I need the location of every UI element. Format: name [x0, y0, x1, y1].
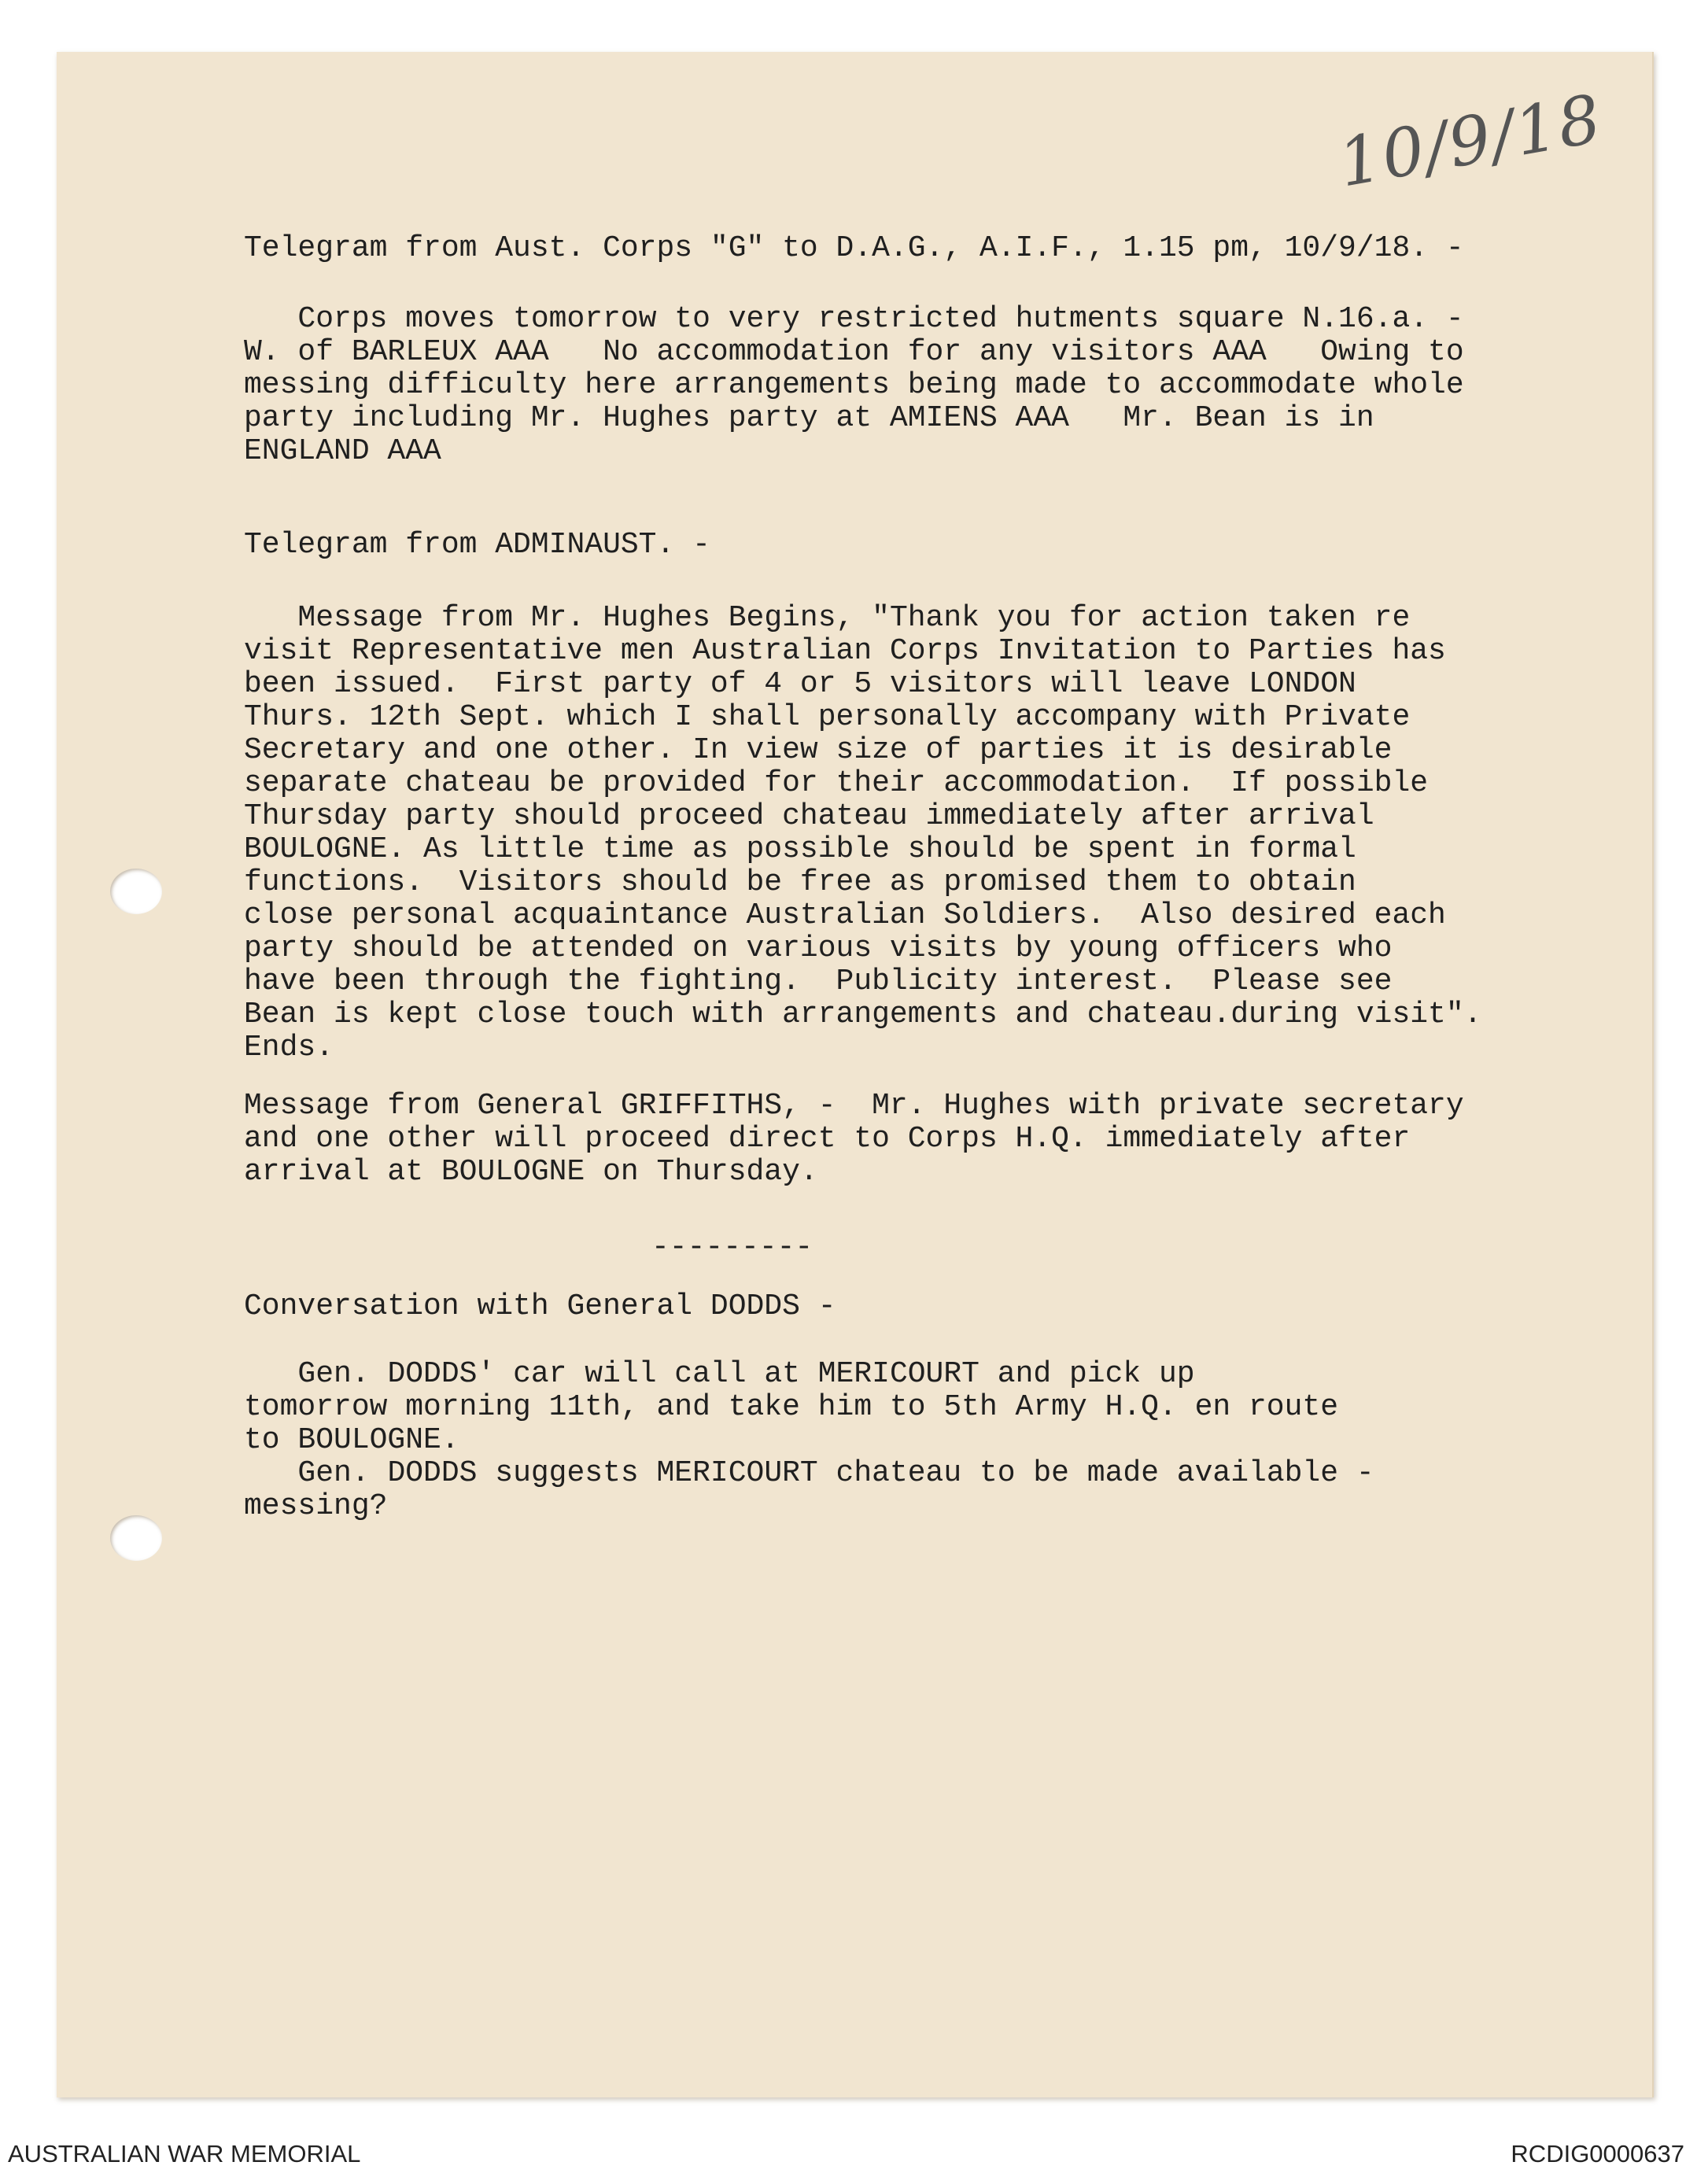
telegram-1-heading: Telegram from Aust. Corps "G" to D.A.G., A.I.F., 1.15 pm, 10/9/18. - — [244, 231, 1464, 265]
conversation-body: Gen. DODDS' car will call at MERICOURT and pick up tomorrow morning 11th, and take him to 5th Army H.Q. en route to BOULOGNE. Gen. DODDS suggests MERICOURT chateau to be made available - messing? — [244, 1357, 1374, 1523]
institution-label: AUSTRALIAN WAR MEMORIAL — [8, 2140, 361, 2167]
punch-hole — [110, 869, 162, 914]
record-id: RCDIG0000637 — [1511, 2140, 1684, 2167]
conversation-heading: Conversation with General DODDS - — [244, 1289, 836, 1323]
punch-hole — [110, 1515, 162, 1561]
telegram-2-heading: Telegram from ADMINAUST. - — [244, 528, 710, 562]
handwritten-date: 10/9/18 — [1333, 79, 1608, 202]
griffiths-message: Message from General GRIFFITHS, - Mr. Hughes with private secretary and one other will proceed direct to Corps H.Q. immediately after arrival at BOULOGNE on Thursday. — [244, 1089, 1464, 1189]
telegram-1-body: Corps moves tomorrow to very restricted hutments square N.16.a. - W. of BARLEUX AAA No accommodation for any visitors AAA Owing to messing difficulty here arrangements being made to accommodate whole party including Mr. Hughes party at AMIENS AAA Mr. Bean is in ENGLAND AAA — [244, 302, 1464, 468]
telegram-2-body: Message from Mr. Hughes Begins, "Thank you for action taken re visit Representative men Australian Corps Invitation to Parties has been issued. First party of 4 or 5 visitors will leave LONDON Thurs. 12th Sept. which I shall personally accompany with Private Secretary and one other. In view size of parties it is desirable separate chateau be provided for their accommodation. If possible Thursday party should proceed chateau immediately after arrival BOULOGNE. As little time as possible should be spent in formal functions. Visitors should be free as promised them to obtain close personal acquaintance Australian Soldiers. Also desired each party should be attended on various visits by young officers who have been through the fighting. Publicity interest. Please see Bean is kept close touch with arrangements and chateau.during visit". Ends. — [244, 601, 1482, 1064]
section-divider: --------- — [651, 1230, 813, 1264]
